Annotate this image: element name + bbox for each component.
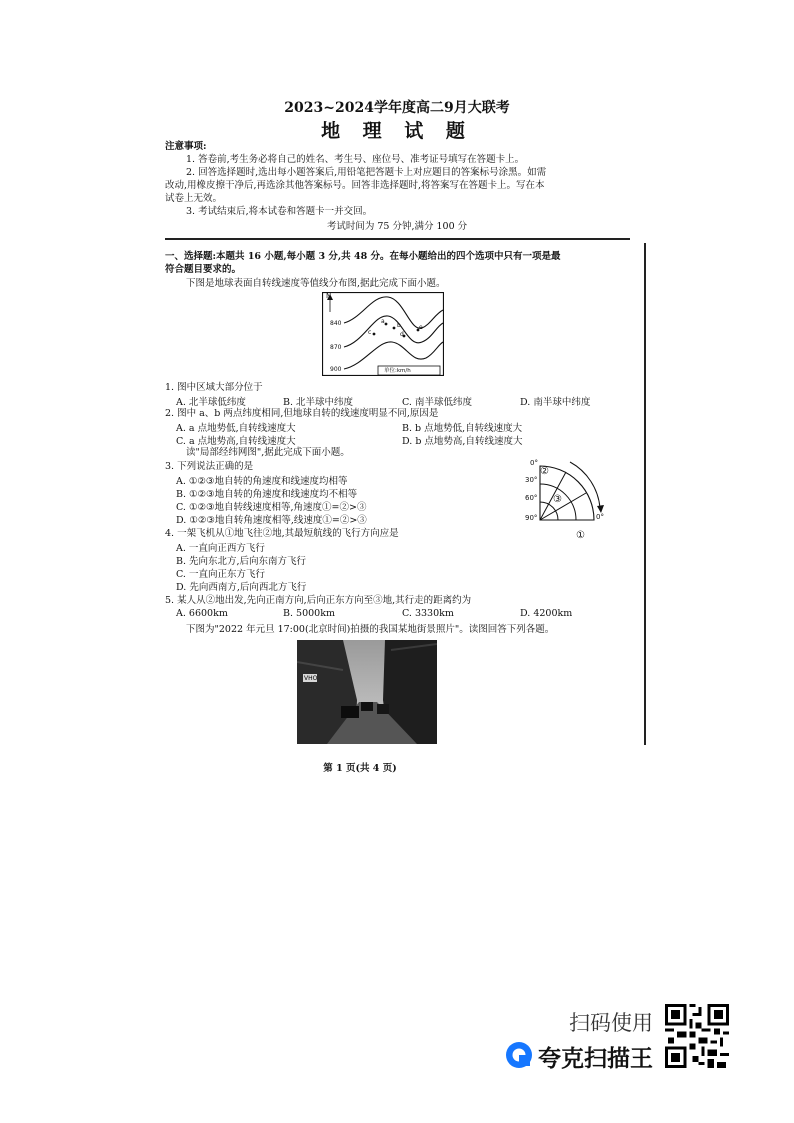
q3-option-c: C. ①②③地自转线速度相等,角速度①=②>③: [176, 502, 367, 513]
marker-2: ②: [540, 466, 549, 477]
notes-item: 1. 答卷前,考生务必将自己的姓名、考生号、座位号、准考证号填写在答题卡上。: [186, 154, 525, 165]
map-frame: [323, 293, 444, 376]
binding-line: [644, 243, 646, 745]
rotation-arrowhead: [597, 505, 604, 513]
car: [341, 706, 359, 718]
q3-option-b: B. ①②③地自转的角速度和线速度均不相等: [176, 489, 358, 500]
car: [361, 702, 373, 711]
point-b: [393, 327, 396, 330]
q3-option-a: A. ①②③地自转的角速度和线速度均相等: [176, 476, 348, 487]
lat-label-0: 0°: [530, 459, 538, 467]
street-sign-label: VHO: [304, 675, 318, 682]
notes-item: 2. 回答选择题时,选出每小题答案后,用铅笔把答题卡上对应题目的答案标号涂黑。如需: [186, 167, 547, 178]
notes-item: 3. 考试结束后,将本试卷和答题卡一并交回。: [186, 206, 373, 217]
section-heading-cont: 符合题目要求的。: [165, 264, 242, 275]
quark-logo-icon: [505, 1041, 533, 1069]
q2-option-b: B. b 点地势低,自转线速度大: [402, 423, 523, 434]
notes-heading: 注意事项:: [165, 141, 207, 152]
car: [377, 704, 389, 714]
point-label-c: c: [368, 329, 372, 336]
q2-option-a: A. a 点地势低,自转线速度大: [176, 423, 296, 434]
street-photo: [297, 640, 437, 744]
question-4: 4. 一架飞机从①地飞往②地,其最短航线的飞行方向应是: [165, 528, 399, 539]
q1-option-a: A. 北半球低纬度: [176, 397, 246, 408]
subject-title: 地 理 试 题: [321, 120, 473, 142]
legend-unit: 单位:km/h: [384, 368, 411, 374]
question-5: 5. 某人从②地出发,先向正南方向,后向正东方向至③地,其行走的距离约为: [165, 595, 472, 606]
notes-item: 试卷上无效。: [165, 193, 223, 204]
point-c: [373, 333, 376, 336]
point-a: [385, 323, 388, 326]
rotation-arrow: [570, 462, 600, 508]
q5-option-d: D. 4200km: [520, 608, 573, 619]
y-tick-label: 870: [330, 344, 342, 351]
brand-name: 夸克扫描王: [538, 1046, 653, 1072]
scan-to-use-text: 扫码使用: [569, 1011, 653, 1035]
q1-option-b: B. 北半球中纬度: [283, 397, 354, 408]
q4-option-d: D. 先向西南方,后向西北方飞行: [176, 582, 307, 593]
photo-intro: 下图为"2022 年元旦 17:00(北京时间)拍摄的我国某地街景照片"。读图回答下列各题。: [186, 624, 555, 635]
question-2: 2. 图中 a、b 两点纬度相同,但地球自转的线速度明显不同,原因是: [165, 408, 439, 419]
lat-label-60: 60°: [525, 494, 538, 502]
exam-time: 考试时间为 75 分钟,满分 100 分: [326, 221, 468, 232]
point-label-a: a: [381, 318, 385, 325]
q4-option-c: C. 一直向正东方飞行: [176, 569, 265, 580]
q2-option-c: C. a 点地势高,自转线速度大: [176, 436, 296, 447]
y-tick-label: 900: [330, 366, 342, 373]
y-tick-label: 840: [330, 320, 342, 327]
q1-option-c: C. 南半球低纬度: [402, 397, 472, 408]
q5-option-b: B. 5000km: [283, 608, 335, 619]
q1-option-d: D. 南半球中纬度: [520, 397, 591, 408]
north-label: N: [326, 292, 332, 300]
notes-item: 改动,用橡皮擦干净后,再选涂其他答案标号。回答非选择题时,将答案写在答题卡上。写在本: [165, 180, 545, 191]
lat-label-90: 90°: [525, 514, 538, 522]
q5-option-c: C. 3330km: [402, 608, 454, 619]
figure1-intro: 下图是地球表面自转线速度等值线分布图,据此完成下面小题。: [186, 278, 446, 289]
exam-title: 2023~2024学年度高二9月大联考: [284, 100, 510, 116]
point-label-d: d: [400, 331, 404, 338]
qr-code-icon[interactable]: [665, 1004, 729, 1068]
marker-1: ①: [576, 530, 585, 541]
point-label-e: e: [419, 324, 423, 331]
question-3: 3. 下列说法正确的是: [165, 461, 254, 472]
q5-option-a: A. 6600km: [176, 608, 228, 619]
section-heading: 一、选择题:本题共 16 小题,每小题 3 分,共 48 分。在每小题给出的四个选项中只有一项是最: [165, 251, 561, 262]
q3-option-d: D. ①②③地自转角速度相等,线速度①=②>③: [176, 515, 367, 526]
lon-label: 0°: [596, 513, 604, 521]
question-1: 1. 图中区域大部分位于: [165, 382, 263, 393]
figure2-intro: 读"局部经纬网图",据此完成下面小题。: [186, 447, 350, 458]
header-divider: [165, 238, 630, 240]
lat-label-30: 30°: [525, 476, 538, 484]
marker-3: ③: [553, 494, 562, 505]
page-number: 第 1 页(共 4 页): [323, 763, 397, 774]
q4-option-b: B. 先向东北方,后向东南方飞行: [176, 556, 307, 567]
point-label-b: b: [397, 322, 401, 329]
velocity-contour-map: [322, 292, 444, 376]
q2-option-d: D. b 点地势高,自转线速度大: [402, 436, 523, 447]
q4-option-a: A. 一直向正西方飞行: [176, 543, 265, 554]
